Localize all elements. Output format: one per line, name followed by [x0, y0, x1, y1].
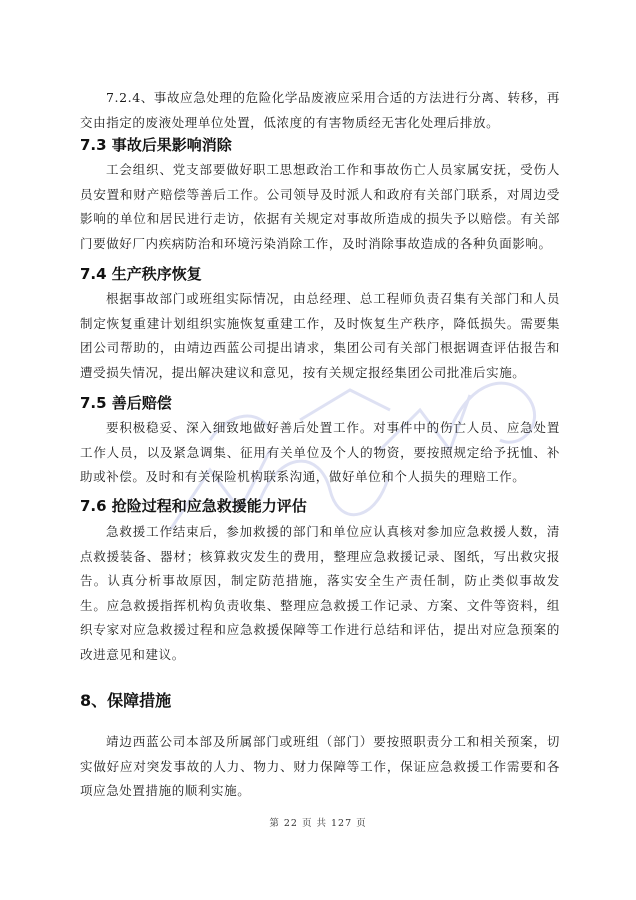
heading-8: 8、保障措施: [80, 691, 172, 710]
paragraph-8: 靖边西蓝公司本部及所属部门或班组（部门）要按照职责分工和相关预案，切实做好应对突发事故的人力、物力、财力保障等工作，保证应急救援工作需要和各项应急处置措施的顺利实施。: [80, 734, 560, 798]
paragraph-7-3: 工会组织、党支部要做好职工思想政治工作和事故伤亡人员家属安抚，受伤人员安置和财产赔偿等善后工作。公司领导及时派人和政府有关部门联系，对周边受影响的单位和居民进行走访，依据有关规定对事故所造成的损失予以赔偿。有关部门要做好厂内疾病防治和环境污染消除工作，及时消除事故造成的各种负面影响。: [80, 162, 560, 251]
page-footer: 第 22 页 共 127 页: [269, 818, 367, 829]
paragraph-7-6: 急救援工作结束后，参加救援的部门和单位应认真核对参加应急救援人数，清点救援装备、器材；核算救灾发生的费用，整理应急救援记录、图纸，写出救灾报告。认真分析事故原因，制定防范措施，落实安全生产责任制，防止类似事故发生。应急救援指挥机构负责收集、整理应急救援工作记录、方案、文件等资料，组织专家对应急救援过程和应急救援保障等工作进行总结和评估，提出对应急预案的改进意见和建议。: [80, 524, 560, 662]
heading-7-6: 7.6 抢险过程和应急救援能力评估: [80, 497, 307, 515]
paragraph-7-5: 要积极稳妥、深入细致地做好善后处置工作。对事件中的伤亡人员、应急处置工作人员，以及紧急调集、征用有关单位及个人的物资，要按照规定给予抚恤、补助或补偿。及时和有关保险机构联系沟通，做好单位和个人损失的理赔工作。: [80, 420, 560, 484]
paragraph-7-4: 根据事故部门或班组实际情况，由总经理、总工程师负责召集有关部门和人员制定恢复重建计划组织实施恢复重建工作，及时恢复生产秩序，降低损失。需要集团公司帮助的，由靖边西蓝公司提出请求，集团公司有关部门根据调查评估报告和遭受损失情况，提出解决建议和意见，按有关规定报经集团公司批准后实施。: [80, 291, 560, 380]
heading-7-5: 7.5 善后赔偿: [80, 394, 172, 412]
heading-7-3: 7.3 事故后果影响消除: [80, 136, 232, 154]
heading-7-4: 7.4 生产秩序恢复: [80, 265, 202, 283]
paragraph-7-2-4: 7.2.4、事故应急处理的危险化学品废液应采用合适的方法进行分离、转移，再交由指定的废液处理单位处置，低浓度的有害物质经无害化处理后排放。: [80, 90, 561, 130]
